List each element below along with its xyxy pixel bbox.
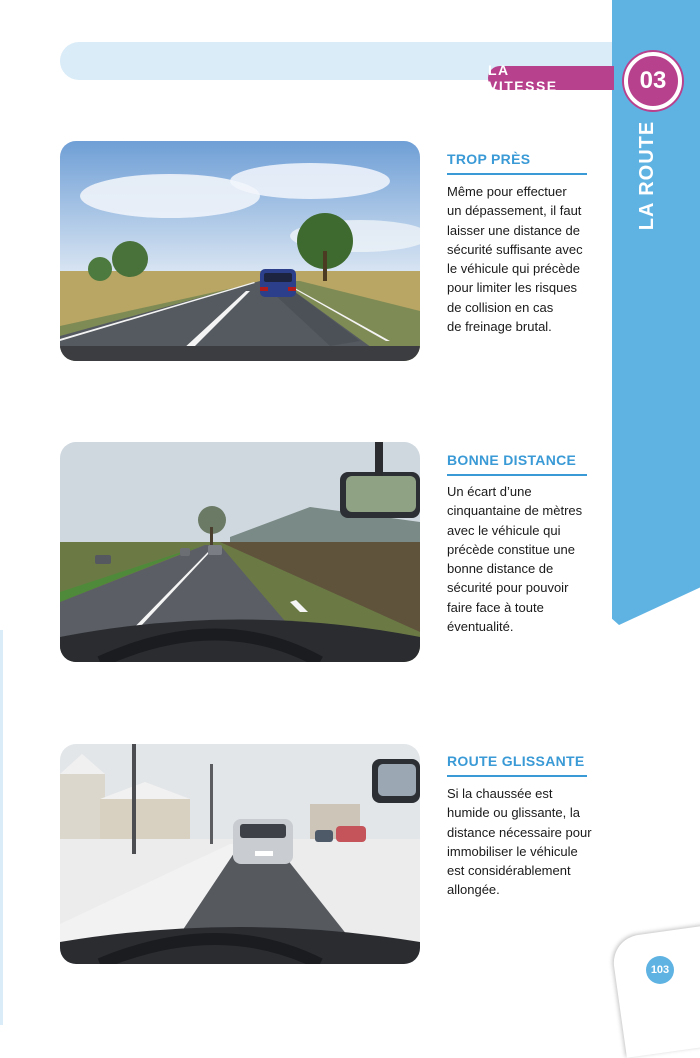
text-line: éventualité. bbox=[447, 619, 514, 635]
page-number: 103 bbox=[646, 956, 674, 984]
chapter-number-badge: 03 bbox=[624, 52, 682, 110]
photo-too-close bbox=[60, 141, 420, 361]
text-line: de collision en cas bbox=[447, 299, 554, 315]
photo-slippery-road-image bbox=[60, 744, 420, 964]
text-line: laisser une distance de bbox=[447, 222, 580, 238]
text-line: le véhicule qui précède bbox=[447, 261, 580, 277]
text-line: distance nécessaire pour bbox=[447, 824, 592, 840]
text-line: sécurité pour pouvoir bbox=[447, 580, 569, 596]
photo-good-distance-image bbox=[60, 442, 420, 662]
section-title-good-distance: BONNE DISTANCE bbox=[447, 452, 587, 476]
chapter-label: LA VITESSE bbox=[488, 62, 558, 94]
text-line: un dépassement, il faut bbox=[447, 203, 582, 219]
chapter-label-badge bbox=[488, 62, 614, 94]
page-corner-fold bbox=[610, 922, 700, 1058]
text-line: Un écart d’une bbox=[447, 484, 532, 499]
text-line: avec le véhicule qui bbox=[447, 522, 561, 538]
text-line: bonne distance de bbox=[447, 561, 554, 577]
text-line: immobiliser le véhicule bbox=[447, 843, 578, 859]
side-tab-title: LA ROUTE bbox=[636, 120, 659, 230]
text-line: cinquantaine de mètres bbox=[447, 503, 583, 519]
section-text-slippery-road bbox=[447, 784, 597, 900]
text-line: est considérablement bbox=[447, 863, 571, 879]
photo-slippery-road bbox=[60, 744, 420, 964]
text-line: de freinage brutal. bbox=[447, 319, 552, 335]
text-line: sécurité suffisante avec bbox=[447, 241, 583, 257]
text-line: pour limiter les risques bbox=[447, 280, 578, 296]
photo-too-close-image bbox=[60, 141, 420, 361]
text-line: précède constitue une bbox=[447, 541, 575, 557]
text-line: allongée. bbox=[447, 882, 500, 898]
left-edge-line bbox=[0, 630, 3, 1025]
photo-good-distance bbox=[60, 442, 420, 662]
text-line: Même pour effectuer bbox=[447, 184, 567, 199]
section-title-slippery-road: ROUTE GLISSANTE bbox=[447, 753, 587, 777]
text-line: Si la chaussée est bbox=[447, 786, 553, 801]
text-line: humide ou glissante, la bbox=[447, 805, 580, 821]
text-line: faire face à toute bbox=[447, 599, 544, 615]
section-text-too-close bbox=[447, 182, 597, 336]
section-title-too-close: TROP PRÈS bbox=[447, 151, 587, 175]
section-text-good-distance bbox=[447, 482, 597, 636]
